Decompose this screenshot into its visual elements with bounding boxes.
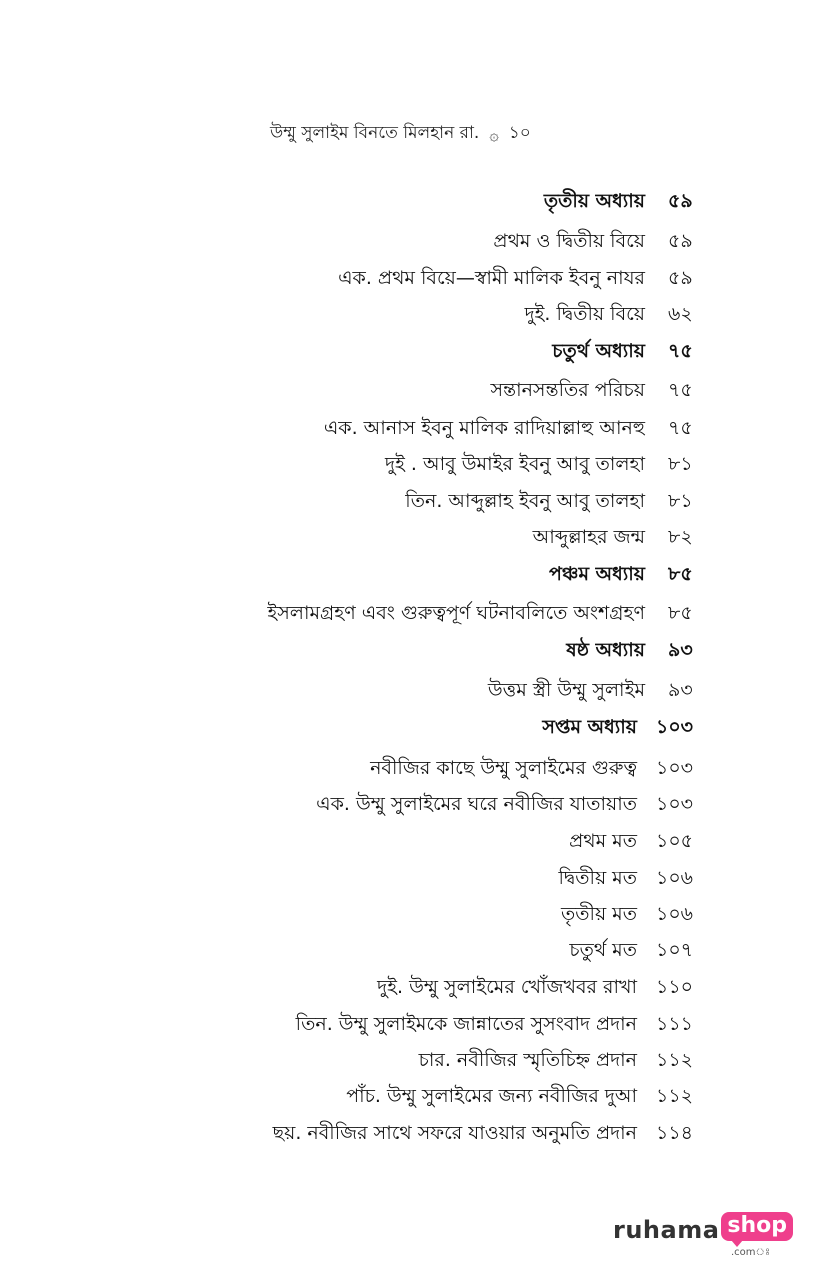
entry-title: এক. উম্মু সুলাইমের ঘরে নবীজির যাতায়াত	[316, 793, 637, 815]
page-number: ১০৬	[656, 903, 694, 925]
entry-title: দুই. উম্মু সুলাইমের খোঁজখবর রাখা	[377, 976, 637, 998]
toc-entry-row	[0, 1118, 825, 1148]
page-number: ১০৩	[656, 757, 694, 779]
chapter-title: চতুর্থ অধ্যায়	[552, 340, 645, 362]
page-number: ৭৫	[668, 340, 693, 362]
page-number: ৮১	[668, 490, 693, 512]
page-number: ১০৭	[656, 939, 694, 961]
entry-title: দুই . আবু উমাইর ইবনু আবু তালহা	[384, 453, 645, 475]
entry-title: সন্তানসন্ততির পরিচয়	[490, 379, 645, 401]
logo-subtext: .comঃ	[731, 1247, 771, 1258]
toc-entry-row	[0, 753, 825, 783]
page-number: ১১২	[656, 1049, 694, 1071]
toc-entry-row	[0, 263, 825, 293]
page-number: ১০৩	[656, 716, 694, 738]
entry-title: এক. প্রথম বিয়ে—স্বামী মালিক ইবনু নাযর	[338, 267, 645, 289]
entry-title: চার. নবীজির স্মৃতিচিহ্ন প্রদান	[418, 1049, 637, 1071]
page-number: ১০৬	[656, 867, 694, 889]
entry-title: নবীজির কাছে উম্মু সুলাইমের গুরুত্ব	[370, 757, 637, 779]
toc-entry-row	[0, 826, 825, 856]
page-number: ১১৪	[656, 1122, 693, 1144]
page-number: ৮৫	[668, 563, 693, 585]
page-number: ৭৫	[668, 417, 693, 439]
toc-entry-row	[0, 935, 825, 965]
toc-entry-row	[0, 449, 825, 479]
page-number: ৯৩	[668, 679, 693, 701]
toc-entry-row	[0, 789, 825, 819]
ornament-icon: ۞	[489, 124, 499, 144]
page-number: ১০৩	[656, 793, 694, 815]
entry-title: দুই. দ্বিতীয় বিয়ে	[524, 303, 645, 325]
toc-chapter-row	[0, 635, 825, 665]
chapter-title: সপ্তম অধ্যায়	[542, 716, 637, 738]
page-number: ৮১	[668, 453, 693, 475]
toc-entry-row	[0, 1009, 825, 1039]
entry-title: পাঁচ. উম্মু সুলাইমের জন্য নবীজির দুআ	[346, 1085, 637, 1107]
page-number: ১১১	[656, 1013, 693, 1035]
header-page-number: ১০	[508, 123, 531, 143]
page-number: ৯৩	[668, 639, 693, 661]
toc-entry-row	[0, 899, 825, 929]
entry-title: ইসলামগ্রহণ এবং গুরুত্বপূর্ণ ঘটনাবলিতে অংশগ্রহণ	[267, 602, 645, 624]
page-number: ১১২	[656, 1085, 694, 1107]
page-number: ৭৫	[668, 379, 693, 401]
toc-entry-row	[0, 486, 825, 516]
page-number: ৫৯	[668, 230, 693, 252]
toc-entry-row	[0, 375, 825, 405]
page-number: ১০৫	[656, 830, 694, 852]
toc-entry-row	[0, 413, 825, 443]
entry-title: উত্তম স্ত্রী উম্মু সুলাইম	[487, 679, 645, 701]
entry-title: প্রথম ও দ্বিতীয় বিয়ে	[493, 230, 645, 252]
entry-title: দ্বিতীয় মত	[558, 867, 637, 889]
page-number: ৫৯	[668, 190, 693, 212]
logo-word: ruhama	[613, 1216, 720, 1244]
chapter-title: পঞ্চম অধ্যায়	[549, 563, 645, 585]
page-number: ৫৯	[668, 267, 693, 289]
chapter-title: তৃতীয় অধ্যায়	[543, 190, 645, 212]
running-header	[270, 120, 570, 148]
entry-title: এক. আনাস ইবনু মালিক রাদিয়াল্লাহু আনহু	[323, 417, 645, 439]
toc-entry-row	[0, 226, 825, 256]
page-number: ৮৫	[668, 602, 693, 624]
toc-chapter-row	[0, 336, 825, 366]
ruhamashop-logo	[613, 1212, 788, 1262]
header-title: উম্মু সুলাইম বিনতে মিলহান রা.	[270, 123, 480, 143]
page-number: ৬২	[668, 303, 693, 325]
entry-title: প্রথম মত	[569, 830, 637, 852]
toc-entry-row	[0, 598, 825, 628]
toc-chapter-row	[0, 186, 825, 216]
entry-title: আব্দুল্লাহর জন্ম	[532, 526, 645, 548]
toc-entry-row	[0, 1045, 825, 1075]
entry-title: ছয়. নবীজির সাথে সফরে যাওয়ার অনুমতি প্রদান	[272, 1122, 637, 1144]
toc-entry-row	[0, 1081, 825, 1111]
entry-title: তিন. আব্দুল্লাহ ইবনু আবু তালহা	[405, 490, 645, 512]
entry-title: তিন. উম্মু সুলাইমকে জান্নাতের সুসংবাদ প্রদান	[295, 1013, 637, 1035]
toc-entry-row	[0, 675, 825, 705]
page-number: ৮২	[668, 526, 693, 548]
entry-title: তৃতীয় মত	[561, 903, 637, 925]
toc-entry-row	[0, 522, 825, 552]
toc-chapter-row	[0, 712, 825, 742]
toc-entry-row	[0, 299, 825, 329]
entry-title: চতুর্থ মত	[569, 939, 637, 961]
toc-chapter-row	[0, 559, 825, 589]
logo-shop-box: shop	[721, 1212, 793, 1241]
chapter-title: ষষ্ঠ অধ্যায়	[566, 639, 645, 661]
toc-entry-row	[0, 863, 825, 893]
toc-entry-row	[0, 972, 825, 1002]
page-number: ১১০	[656, 976, 694, 998]
